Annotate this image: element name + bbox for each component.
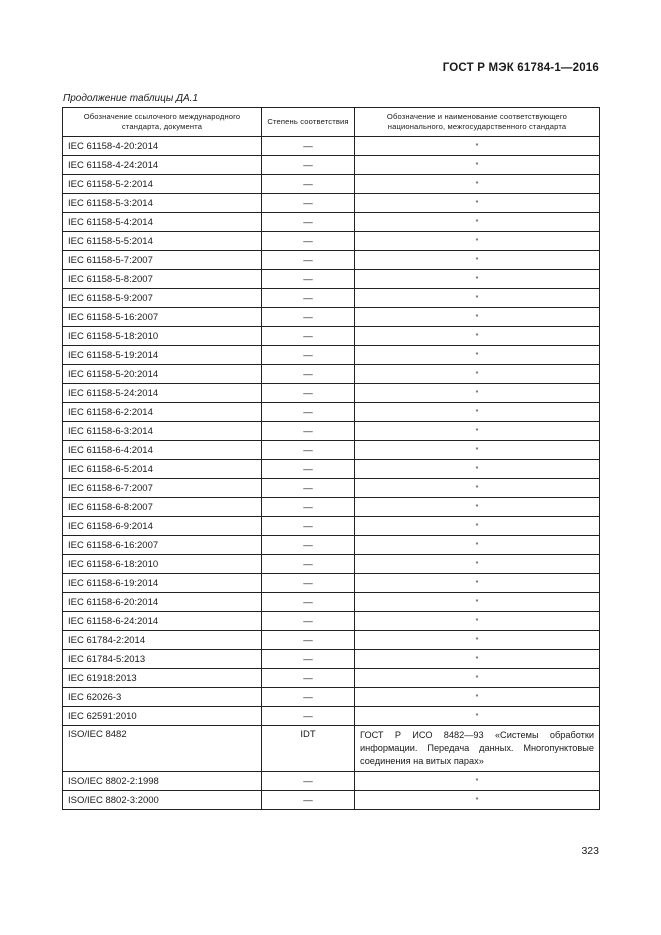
degree-cell: —	[262, 194, 355, 213]
table-row	[63, 441, 600, 460]
table-row	[63, 726, 600, 772]
page-number: 323	[581, 845, 599, 857]
table-row	[63, 536, 600, 555]
ref-standard-cell: IEC 61158-5-9:2007	[63, 289, 262, 308]
national-standard-cell: *	[355, 346, 600, 365]
table-row	[63, 137, 600, 156]
table-row	[63, 270, 600, 289]
national-standard-cell: *	[355, 270, 600, 289]
degree-cell: —	[262, 574, 355, 593]
national-standard-cell: *	[355, 251, 600, 270]
degree-cell: —	[262, 631, 355, 650]
table-row	[63, 669, 600, 688]
national-standard-cell: *	[355, 460, 600, 479]
national-standard-cell: *	[355, 650, 600, 669]
national-standard-cell: *	[355, 707, 600, 726]
ref-standard-cell: ISO/IEC 8802-3:2000	[63, 791, 262, 810]
ref-standard-cell: ISO/IEC 8482	[63, 726, 262, 772]
ref-standard-cell: IEC 61784-2:2014	[63, 631, 262, 650]
national-standard-cell: *	[355, 517, 600, 536]
degree-cell: —	[262, 498, 355, 517]
national-standard-cell: *	[355, 232, 600, 251]
ref-standard-cell: IEC 61918:2013	[63, 669, 262, 688]
ref-standard-cell: IEC 61158-5-19:2014	[63, 346, 262, 365]
ref-standard-cell: IEC 61158-4-24:2014	[63, 156, 262, 175]
degree-cell: —	[262, 422, 355, 441]
national-standard-cell: *	[355, 327, 600, 346]
national-standard-cell: *	[355, 384, 600, 403]
ref-standard-cell: IEC 61158-5-5:2014	[63, 232, 262, 251]
national-standard-cell: *	[355, 289, 600, 308]
table-row	[63, 213, 600, 232]
national-standard-cell: *	[355, 555, 600, 574]
national-standard-cell: *	[355, 422, 600, 441]
degree-cell: IDT	[262, 726, 355, 772]
table-header-row	[63, 108, 600, 137]
reference-standards-table	[62, 107, 600, 810]
ref-standard-cell: IEC 61158-6-8:2007	[63, 498, 262, 517]
ref-standard-cell: IEC 61158-4-20:2014	[63, 137, 262, 156]
col-header-international-standard: Обозначение ссылочного международного стандарта, документа	[63, 108, 262, 137]
table-row	[63, 346, 600, 365]
col-header-national-standard: Обозначение и наименование соответствующего национального, межгосударственного стандарта	[355, 108, 600, 137]
degree-cell: —	[262, 156, 355, 175]
table-row	[63, 156, 600, 175]
degree-cell: —	[262, 251, 355, 270]
national-standard-cell: *	[355, 213, 600, 232]
ref-standard-cell: IEC 61158-5-3:2014	[63, 194, 262, 213]
table-row	[63, 593, 600, 612]
table-row	[63, 251, 600, 270]
degree-cell: —	[262, 669, 355, 688]
ref-standard-cell: IEC 61158-5-7:2007	[63, 251, 262, 270]
degree-cell: —	[262, 707, 355, 726]
national-standard-cell: *	[355, 308, 600, 327]
national-standard-cell: ГОСТ Р ИСО 8482—93 «Системы обработки информации. Передача данных. Многопунктовые соединения на витых парах»	[355, 726, 600, 772]
table-row	[63, 688, 600, 707]
table-row	[63, 232, 600, 251]
national-standard-cell: *	[355, 137, 600, 156]
national-standard-cell: *	[355, 365, 600, 384]
degree-cell: —	[262, 346, 355, 365]
table-row	[63, 194, 600, 213]
ref-standard-cell: IEC 61158-6-16:2007	[63, 536, 262, 555]
table-row	[63, 555, 600, 574]
national-standard-cell: *	[355, 498, 600, 517]
national-standard-cell: *	[355, 403, 600, 422]
table-caption: Продолжение таблицы ДА.1	[63, 93, 199, 104]
document-header: ГОСТ Р МЭК 61784-1—2016	[442, 62, 599, 74]
national-standard-cell: *	[355, 175, 600, 194]
ref-standard-cell: IEC 61158-6-3:2014	[63, 422, 262, 441]
degree-cell: —	[262, 593, 355, 612]
national-standard-cell: *	[355, 593, 600, 612]
table-row	[63, 175, 600, 194]
degree-cell: —	[262, 441, 355, 460]
table-row	[63, 791, 600, 810]
ref-standard-cell: IEC 61158-6-9:2014	[63, 517, 262, 536]
degree-cell: —	[262, 213, 355, 232]
ref-standard-cell: IEC 61158-5-4:2014	[63, 213, 262, 232]
degree-cell: —	[262, 308, 355, 327]
national-standard-cell: *	[355, 479, 600, 498]
table-row	[63, 479, 600, 498]
table-row	[63, 517, 600, 536]
ref-standard-cell: IEC 61784-5:2013	[63, 650, 262, 669]
ref-standard-cell: IEC 61158-6-4:2014	[63, 441, 262, 460]
national-standard-cell: *	[355, 536, 600, 555]
ref-standard-cell: IEC 61158-5-8:2007	[63, 270, 262, 289]
ref-standard-cell: IEC 61158-6-19:2014	[63, 574, 262, 593]
degree-cell: —	[262, 650, 355, 669]
table-row	[63, 460, 600, 479]
degree-cell: —	[262, 289, 355, 308]
degree-cell: —	[262, 479, 355, 498]
table-row	[63, 327, 600, 346]
ref-standard-cell: IEC 61158-5-24:2014	[63, 384, 262, 403]
ref-standard-cell: IEC 61158-6-18:2010	[63, 555, 262, 574]
degree-cell: —	[262, 270, 355, 289]
table-row	[63, 365, 600, 384]
degree-cell: —	[262, 517, 355, 536]
national-standard-cell: *	[355, 669, 600, 688]
degree-cell: —	[262, 175, 355, 194]
degree-cell: —	[262, 365, 355, 384]
ref-standard-cell: IEC 61158-6-7:2007	[63, 479, 262, 498]
ref-standard-cell: IEC 61158-5-2:2014	[63, 175, 262, 194]
table-row	[63, 650, 600, 669]
degree-cell: —	[262, 460, 355, 479]
degree-cell: —	[262, 612, 355, 631]
table-row	[63, 707, 600, 726]
national-standard-cell: *	[355, 772, 600, 791]
ref-standard-cell: IEC 61158-6-20:2014	[63, 593, 262, 612]
table-row	[63, 403, 600, 422]
table-row	[63, 422, 600, 441]
national-standard-cell: *	[355, 791, 600, 810]
ref-standard-cell: IEC 61158-5-20:2014	[63, 365, 262, 384]
degree-cell: —	[262, 688, 355, 707]
table-row	[63, 384, 600, 403]
national-standard-cell: *	[355, 156, 600, 175]
ref-standard-cell: IEC 61158-6-24:2014	[63, 612, 262, 631]
degree-cell: —	[262, 555, 355, 574]
ref-standard-cell: IEC 62026-3	[63, 688, 262, 707]
ref-standard-cell: IEC 61158-5-16:2007	[63, 308, 262, 327]
degree-cell: —	[262, 536, 355, 555]
degree-cell: —	[262, 232, 355, 251]
ref-standard-cell: ISO/IEC 8802-2:1998	[63, 772, 262, 791]
degree-cell: —	[262, 327, 355, 346]
national-standard-cell: *	[355, 574, 600, 593]
table-row	[63, 574, 600, 593]
ref-standard-cell: IEC 61158-6-5:2014	[63, 460, 262, 479]
table-row	[63, 289, 600, 308]
ref-standard-cell: IEC 61158-5-18:2010	[63, 327, 262, 346]
national-standard-cell: *	[355, 631, 600, 650]
degree-cell: —	[262, 772, 355, 791]
degree-cell: —	[262, 137, 355, 156]
national-standard-cell: *	[355, 441, 600, 460]
degree-cell: —	[262, 403, 355, 422]
degree-cell: —	[262, 384, 355, 403]
national-standard-cell: *	[355, 688, 600, 707]
table-row	[63, 612, 600, 631]
ref-standard-cell: IEC 61158-6-2:2014	[63, 403, 262, 422]
table-row	[63, 772, 600, 791]
table-row	[63, 631, 600, 650]
table-body	[63, 137, 600, 810]
degree-cell: —	[262, 791, 355, 810]
col-header-degree: Степень соответствия	[262, 108, 355, 137]
national-standard-cell: *	[355, 194, 600, 213]
national-standard-cell: *	[355, 612, 600, 631]
table-row	[63, 498, 600, 517]
table-row	[63, 308, 600, 327]
ref-standard-cell: IEC 62591:2010	[63, 707, 262, 726]
